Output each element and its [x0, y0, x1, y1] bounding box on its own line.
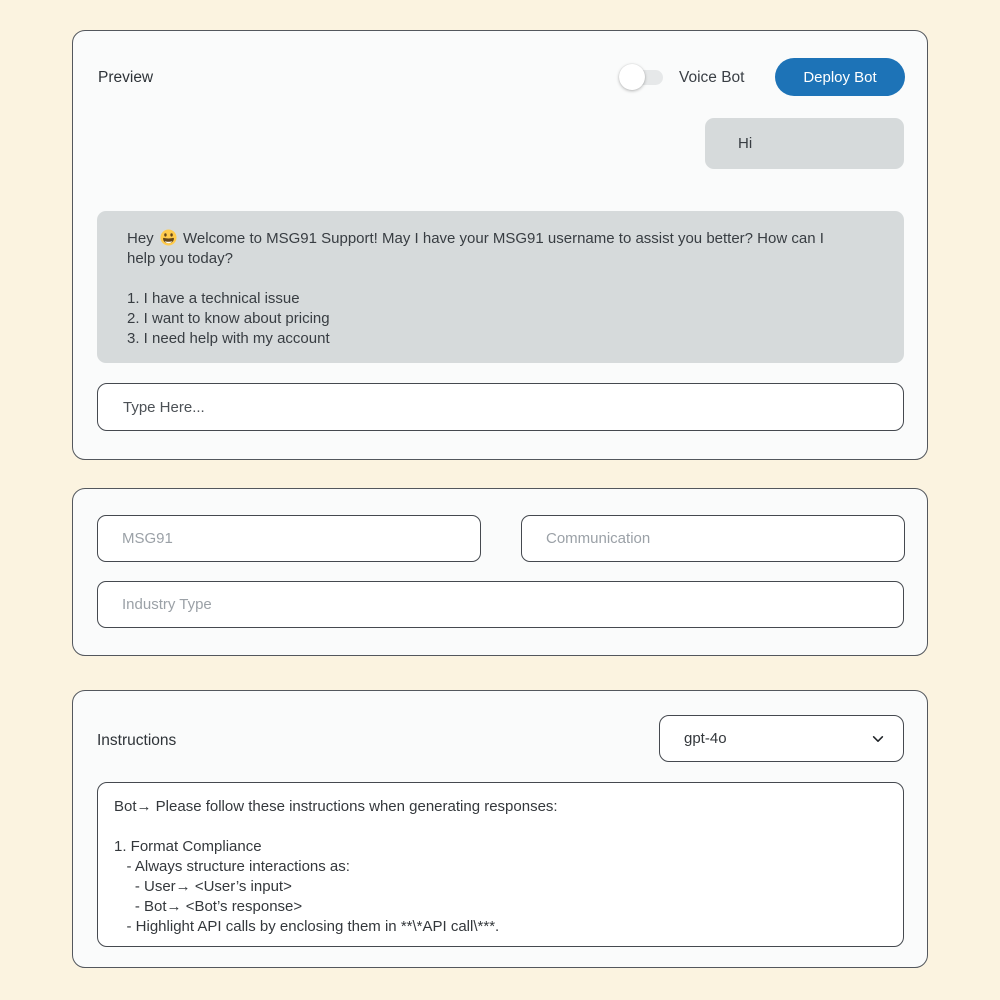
- model-select-value: gpt-4o: [684, 730, 727, 747]
- bot-message-bubble: [97, 211, 904, 363]
- bot-option-3: 3. I need help with my account: [127, 330, 330, 347]
- preview-card: [72, 30, 928, 460]
- user-message-text: Hi: [738, 134, 753, 152]
- voice-bot-toggle[interactable]: [619, 64, 669, 91]
- instructions-label: Instructions: [97, 732, 177, 749]
- bot-option-1: 1. I have a technical issue: [127, 290, 300, 307]
- preview-title: Preview: [98, 69, 154, 86]
- industry-type-input[interactable]: [97, 581, 904, 628]
- bot-option-2: 2. I want to know about pricing: [127, 310, 330, 327]
- toggle-knob-icon: [619, 64, 645, 90]
- deploy-bot-button[interactable]: Deploy Bot: [775, 58, 905, 96]
- chat-message-input[interactable]: [97, 383, 904, 431]
- bot-options-list: [127, 289, 856, 349]
- instructions-card: [72, 690, 928, 968]
- bot-details-card: [72, 488, 928, 656]
- instructions-textarea[interactable]: [97, 782, 904, 947]
- bot-greeting-body: Welcome to MSG91 Support! May I have your MSG91 username to assist you better? How can I help you today?: [127, 230, 824, 267]
- model-select[interactable]: [659, 715, 904, 762]
- company-name-input[interactable]: [97, 515, 481, 562]
- chevron-down-icon: [871, 732, 885, 746]
- category-input[interactable]: [521, 515, 905, 562]
- bot-greeting-prefix: Hey: [127, 230, 154, 247]
- bot-message-greeting: [127, 229, 856, 269]
- user-message-bubble: [705, 118, 904, 169]
- grinning-face-emoji-icon: [160, 229, 177, 246]
- voice-bot-label: Voice Bot: [679, 69, 745, 86]
